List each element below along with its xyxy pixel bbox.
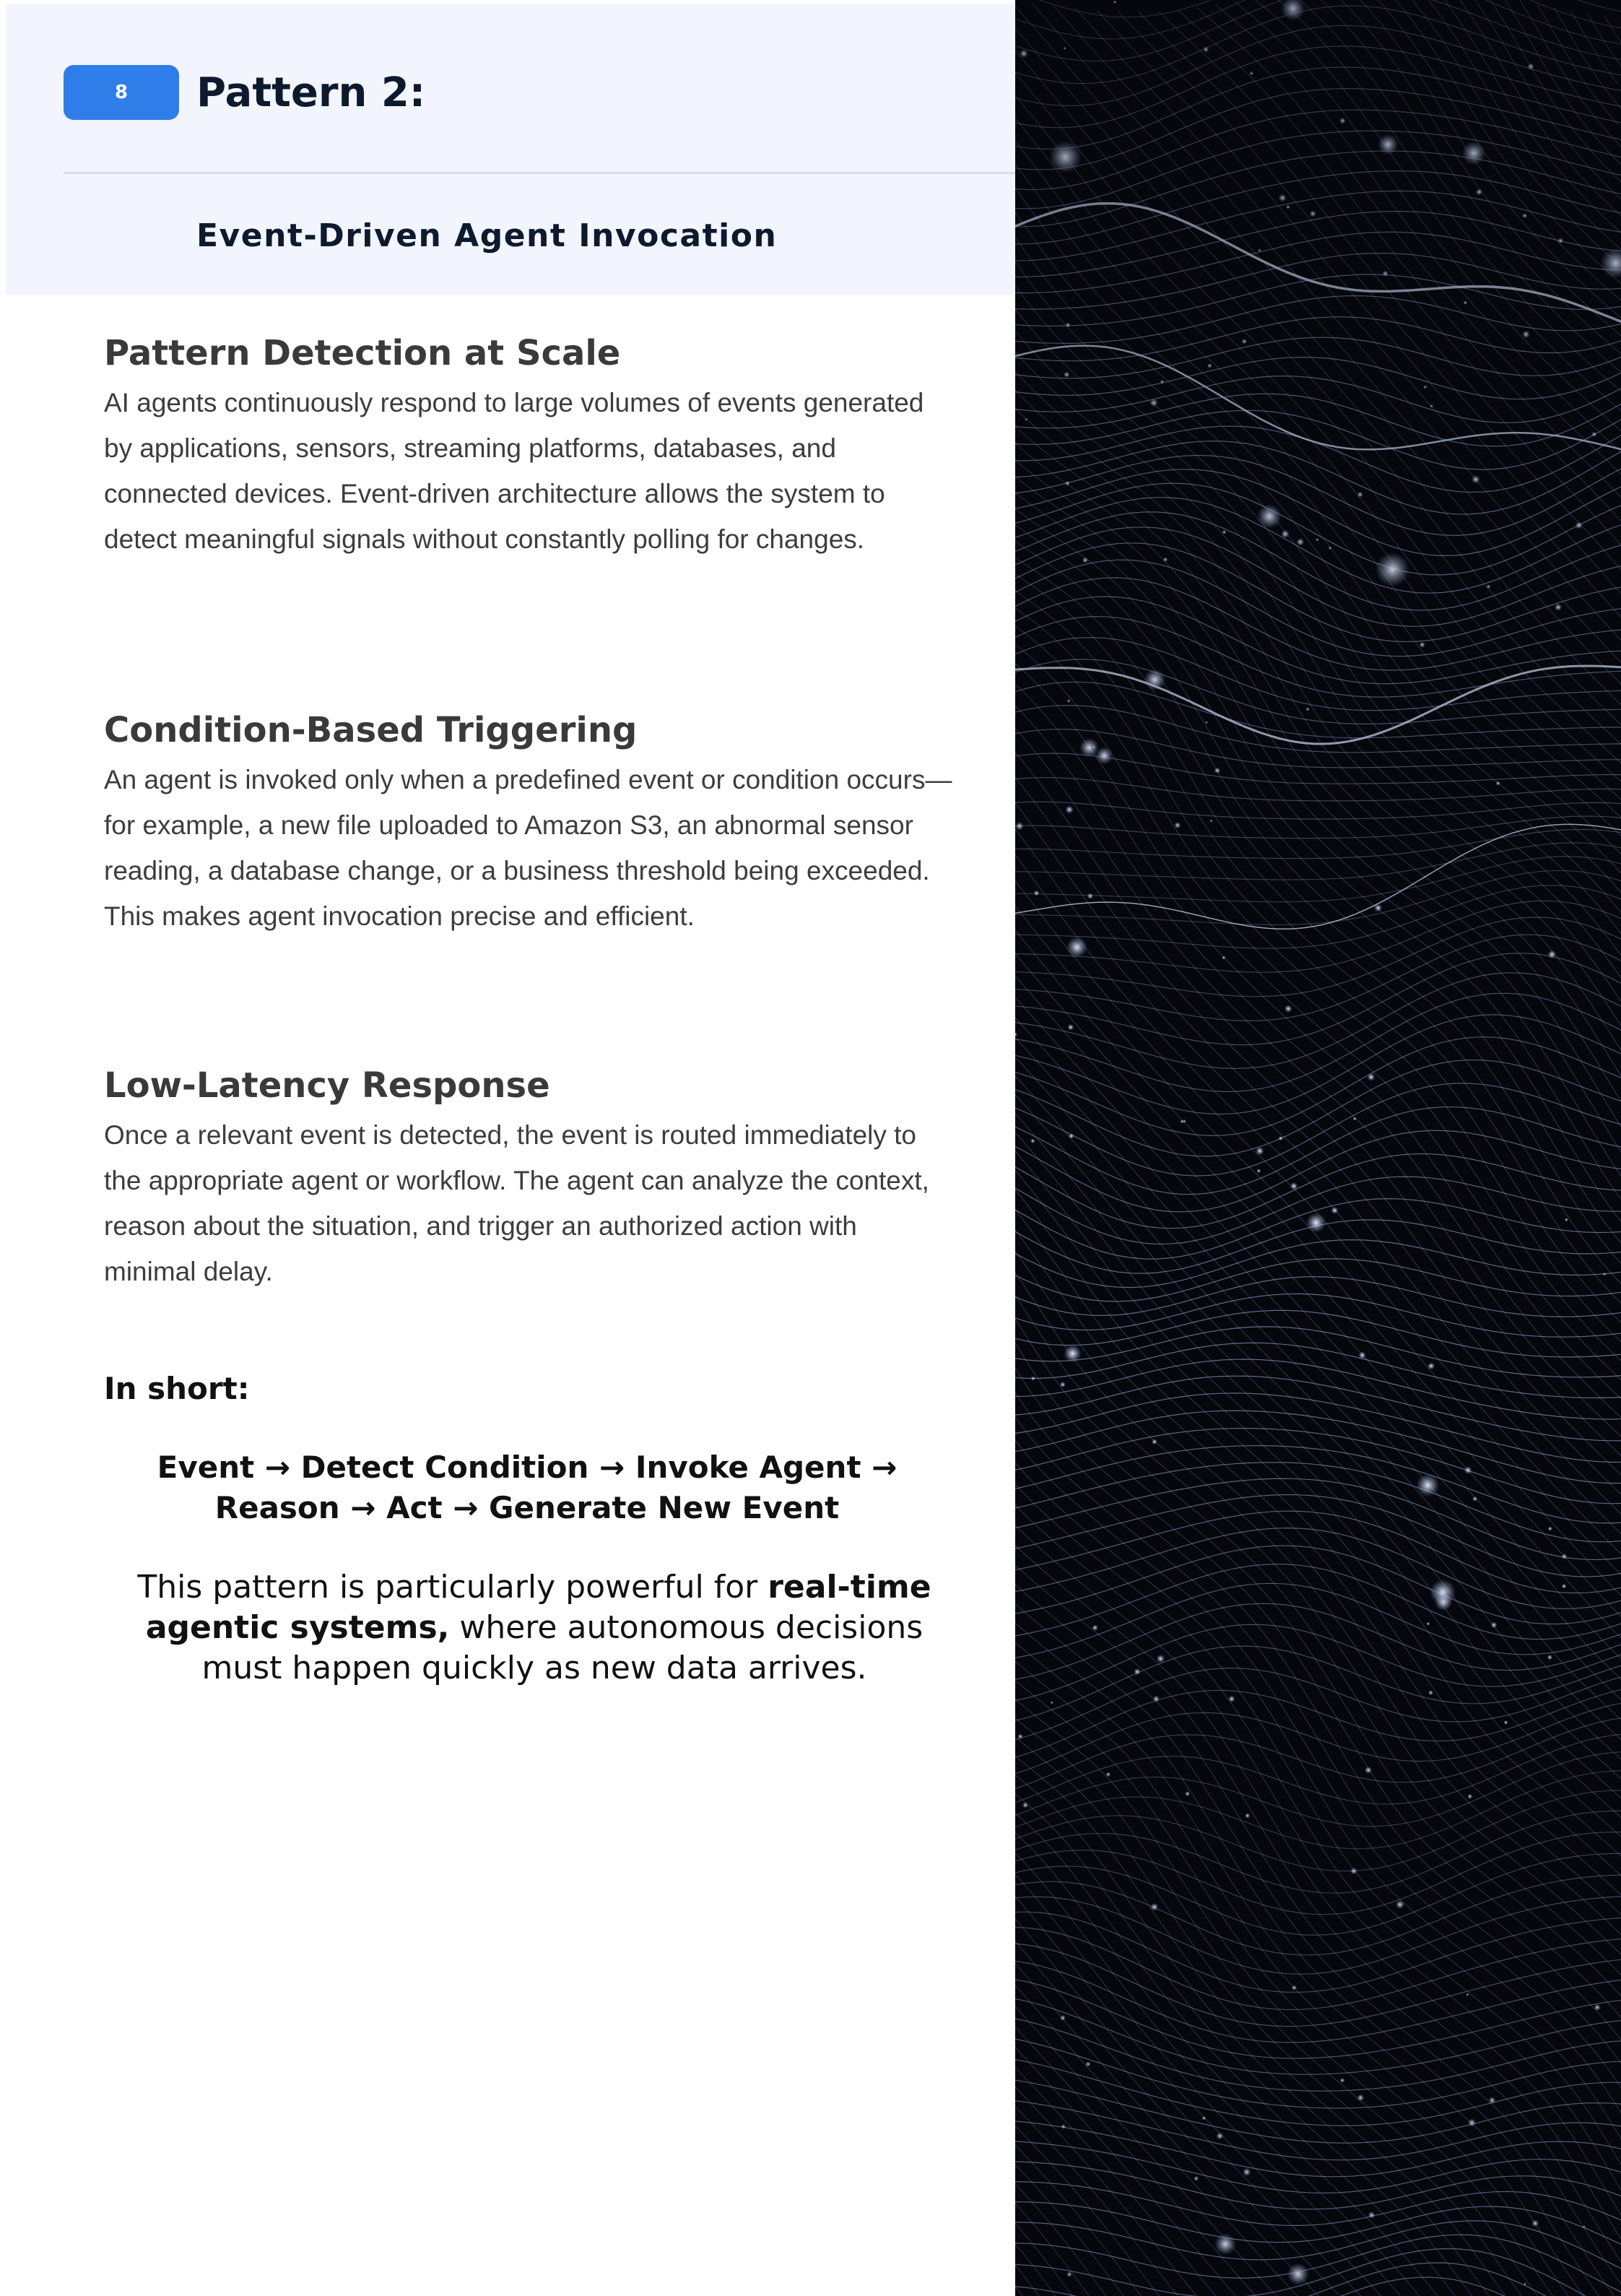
closing-text-end: where autonomous decisions must happen quickly as new data arrives. xyxy=(201,1609,924,1686)
wave-mesh-graphic xyxy=(1015,0,1621,2296)
section-low-latency xyxy=(104,1062,956,1294)
section-condition-triggering xyxy=(104,706,956,939)
closing-text-emphasis: real-time agentic systems, xyxy=(145,1569,931,1646)
section-heading: Pattern Detection at Scale xyxy=(104,333,621,373)
closing-text-start: This pattern is particularly powerful for xyxy=(137,1569,768,1606)
section-heading: Low-Latency Response xyxy=(104,1065,550,1106)
page-title: Pattern 2: xyxy=(196,69,426,116)
page-subtitle: Event-Driven Agent Invocation xyxy=(196,217,778,254)
section-body: An agent is invoked only when a predefined event or condition occurs—for example, a new file uploaded to Amazon S3, an abnormal sensor reading, a database change, or a business threshold being exceeded. This makes agent invocation precise and efficient. xyxy=(104,765,952,931)
section-body: AI agents continuously respond to large volumes of events generated by applications, sensors, streaming platforms, databases, and connected devices. Event-driven architecture allows the system to detect meaningful signals without constantly polling for changes. xyxy=(104,388,924,554)
summary-flow: Event → Detect Condition → Invoke Agent → Reason → Act → Generate New Event xyxy=(157,1450,898,1525)
section-heading: Condition-Based Triggering xyxy=(104,710,638,750)
section-pattern-detection xyxy=(104,329,956,562)
mesh-shading xyxy=(1015,0,1621,2296)
section-body: Once a relevant event is detected, the event is routed immediately to the appropriate agent or workflow. The agent can analyze the context, reason about the situation, and trigger an authorized action with minimal delay. xyxy=(104,1120,929,1286)
summary-label: In short: xyxy=(104,1371,250,1406)
summary-closing xyxy=(108,1567,960,1689)
page-number-badge: 8 xyxy=(64,65,179,120)
header-divider xyxy=(64,172,1015,174)
abstract-wave-mesh-image xyxy=(1015,0,1621,2296)
